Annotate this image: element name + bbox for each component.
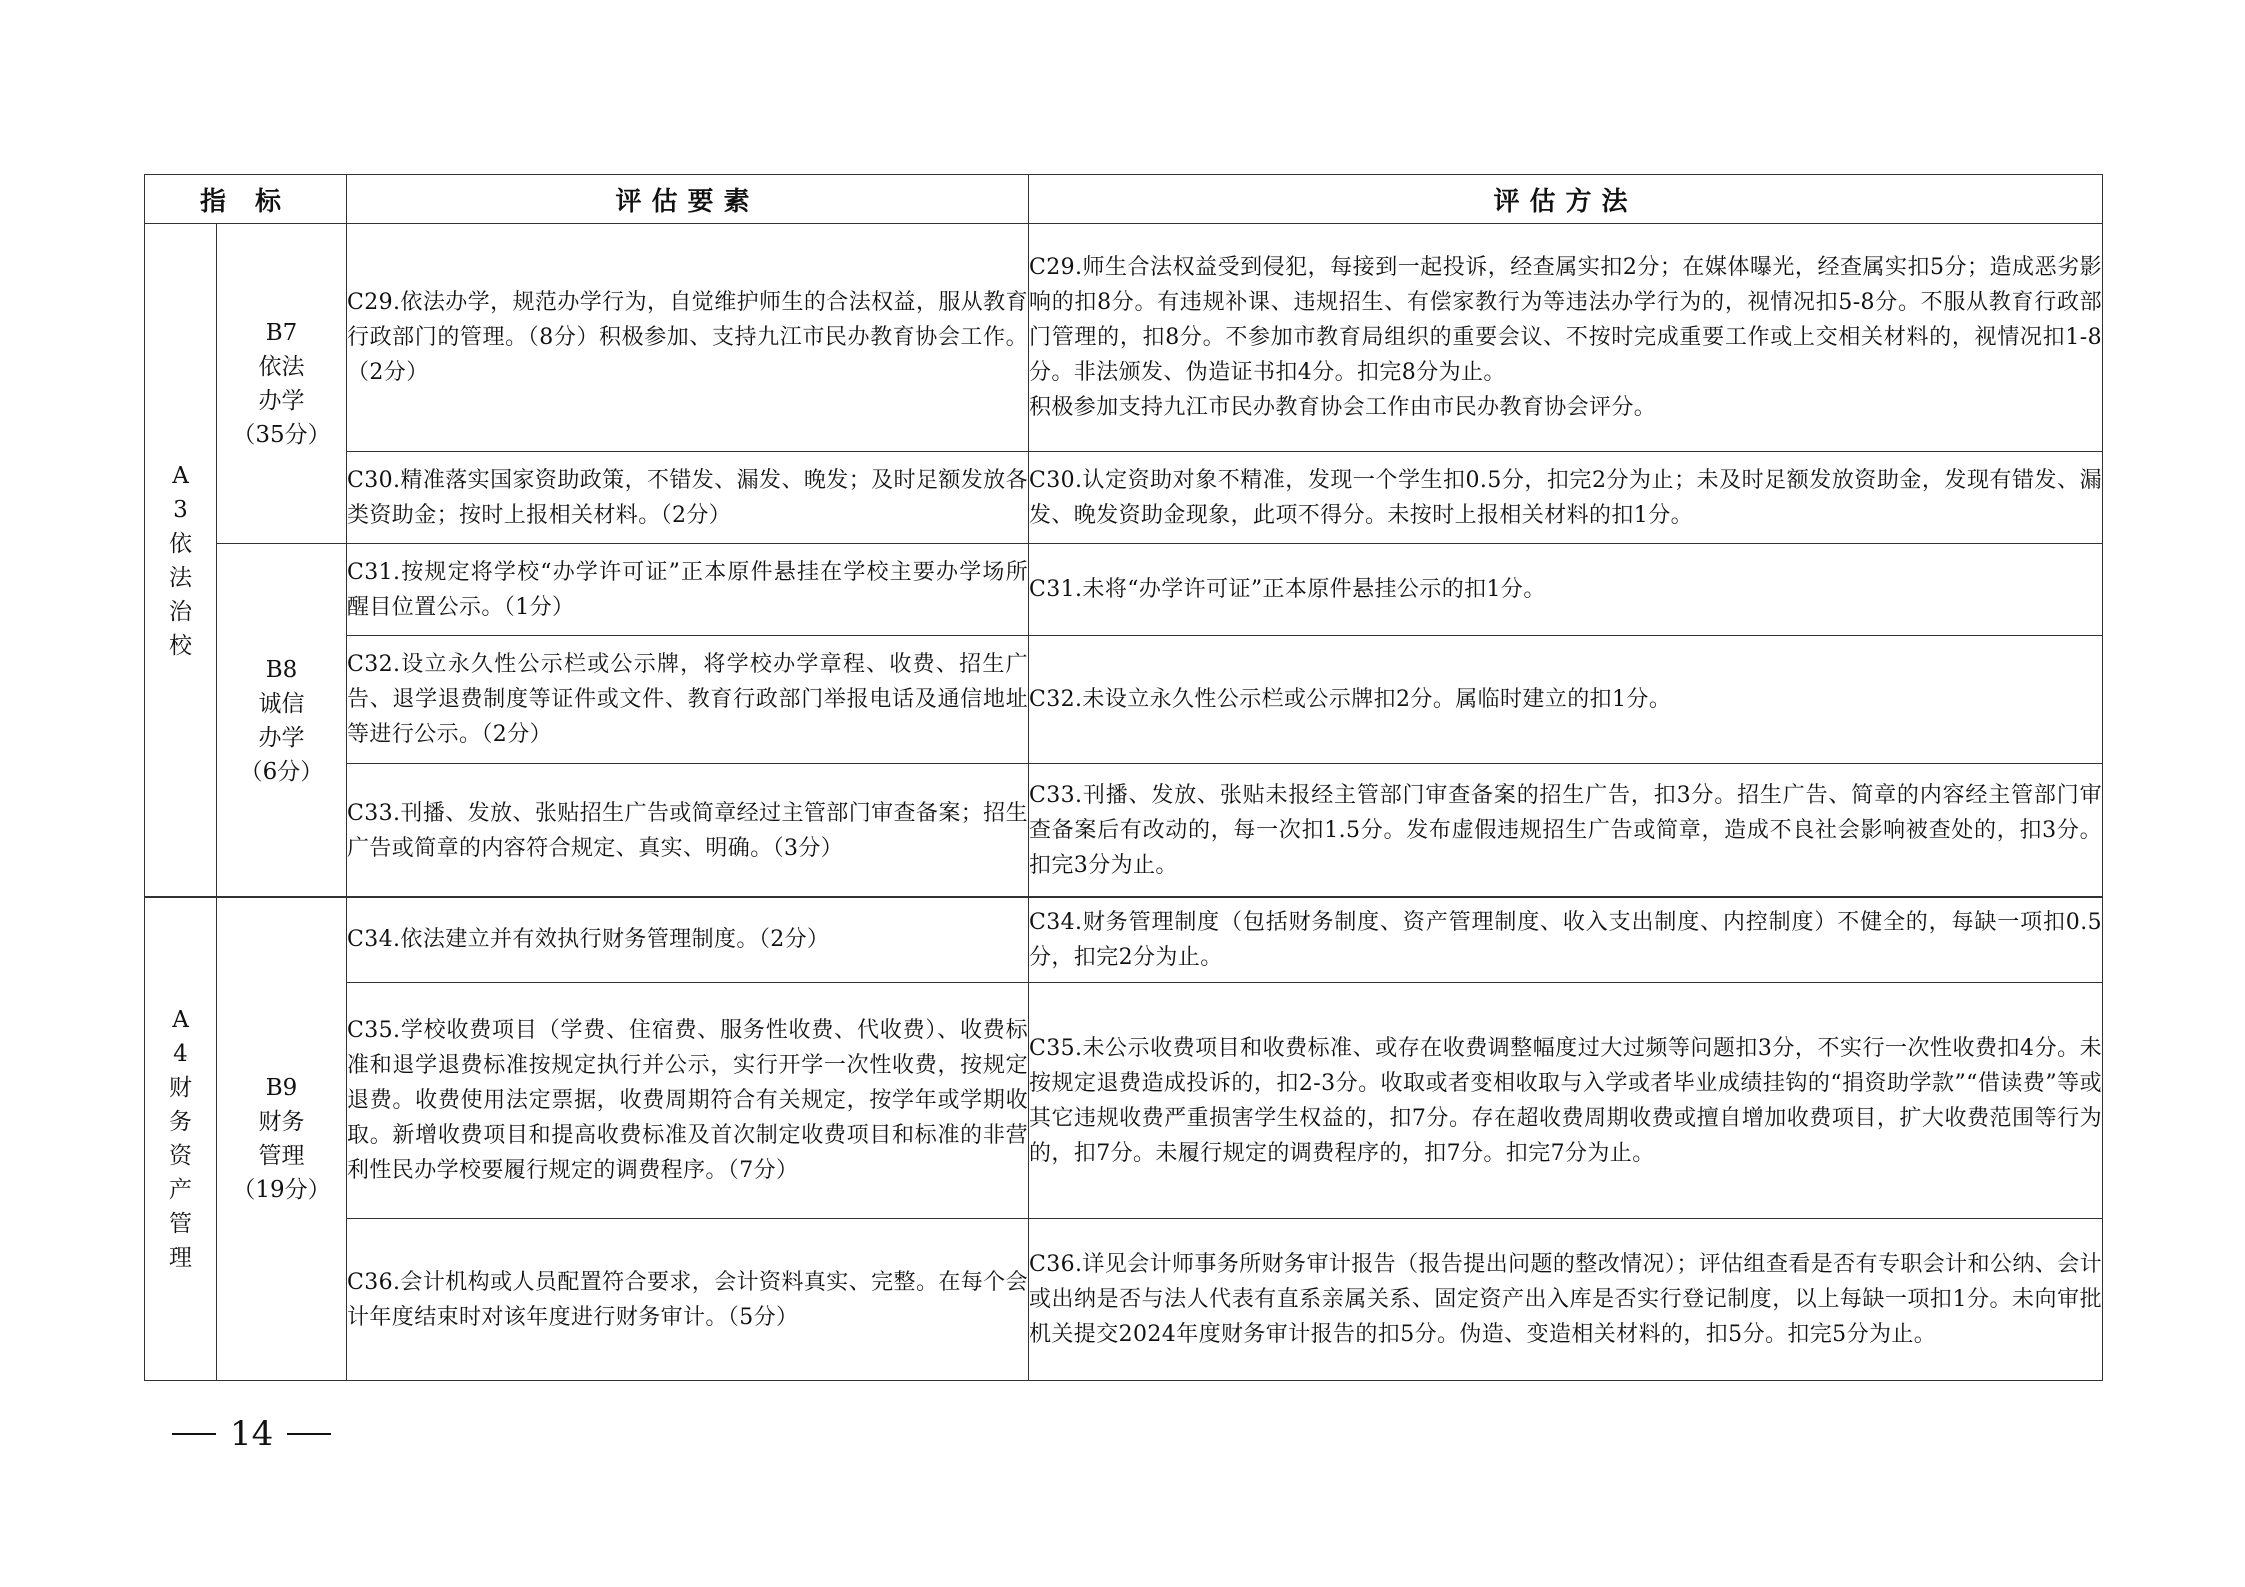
b8-code: B8 [265,656,298,683]
b9-name1: 财务 [258,1108,305,1135]
page-number: 14 [230,1414,274,1454]
b9-name2: 管理 [258,1142,305,1169]
c34-element: C34.依法建立并有效执行财务管理制度。（2分） [347,897,1029,983]
c33-element: C33.刊播、发放、张贴招生广告或简章经过主管部门审查备案；招生广告或简章的内容符合规定、真实、明确。（3分） [347,764,1029,898]
indicator-b9 [217,897,347,1381]
table-row [145,636,2103,764]
group-a4-cell [145,897,217,1381]
table-row [145,1219,2103,1381]
b7-name2: 办学 [258,387,305,414]
footer-dash-left [172,1433,216,1435]
b7-name1: 依法 [258,353,305,380]
c36-method: C36.详见会计师事务所财务审计报告（报告提出问题的整改情况）；评估组查看是否有专职会计和公纳、会计或出纳是否与法人代表有直系亲属关系、固定资产出入库是否实行登记制度，以上每缺一项扣1分。未向审批机关提交2024年度财务审计报告的扣5分。伪造、变造相关材料的，扣5分。扣完5分为止。 [1029,1219,2103,1381]
b9-code: B9 [265,1074,298,1101]
b9-score: （19分） [232,1176,331,1203]
c30-method: C30.认定资助对象不精准，发现一个学生扣0.5分，扣完2分为止；未及时足额发放资助金，发现有错发、漏发、晚发资助金现象，此项不得分。未按时上报相关材料的扣1分。 [1029,452,2103,544]
b8-name1: 诚信 [258,690,305,717]
c33-method: C33.刊播、发放、张贴未报经主管部门审查备案的招生广告，扣3分。招生广告、简章的内容经主管部门审查备案后有改动的，每一次扣1.5分。发布虚假违规招生广告或简章，造成不良社会影响被查处的，扣3分。扣完3分为止。 [1029,764,2103,898]
c34-method: C34.财务管理制度（包括财务制度、资产管理制度、收入支出制度、内控制度）不健全的，每缺一项扣0.5分，扣完2分为止。 [1029,897,2103,983]
c29-method: C29.师生合法权益受到侵犯，每接到一起投诉，经查属实扣2分；在媒体曝光，经查属实扣5分；造成恶劣影响的扣8分。有违规补课、违规招生、有偿家教行为等违法办学行为的，视情况扣5-8分。不服从教育行政部门管理的，扣8分。不参加市教育局组织的重要会议、不按时完成重要工作或上交相关材料的，视情况扣1-8分。非法颁发、伪造证书扣4分。扣完8分为止。 [1029,255,2102,385]
c30-element: C30.精准落实国家资助政策，不错发、漏发、晚发；及时足额发放各类资助金；按时上报相关材料。（2分） [347,452,1029,544]
b7-code: B7 [265,319,298,346]
table-row [145,764,2103,898]
table-header-row [145,175,2103,224]
group-a3-label: A3依法治校 [169,462,192,659]
table-row [145,452,2103,544]
table-row [145,983,2103,1219]
b7-score: （35分） [232,421,331,448]
indicator-b7 [217,224,347,544]
table-row [145,897,2103,983]
c29-method-extra: 积极参加支持九江市民办教育协会工作由市民办教育协会评分。 [1029,395,1657,420]
c29-method-cell [1029,224,2103,452]
indicator-b8 [217,544,347,898]
evaluation-table-a4 [144,896,2103,1381]
c31-method: C31.未将“办学许可证”正本原件悬挂公示的扣1分。 [1029,544,2103,636]
group-a4-label: A4财务资产管理 [169,1006,192,1271]
c32-element: C32.设立永久性公示栏或公示牌，将学校办学章程、收费、招生广告、退学退费制度等证件或文件、教育行政部门举报电话及通信地址等进行公示。（2分） [347,636,1029,764]
group-a3 [145,224,217,898]
header-method: 评估方法 [1029,175,2103,224]
b8-name2: 办学 [258,724,305,751]
c35-element: C35.学校收费项目（学费、住宿费、服务性收费、代收费）、收费标准和退学退费标准按规定执行并公示，实行开学一次性收费，按规定退费。收费使用法定票据，收费周期符合有关规定，按学年或学期收取。新增收费项目和提高收费标准及首次制定收费项目和标准的非营利性民办学校要履行规定的调费程序。（7分） [347,983,1029,1219]
c32-method: C32.未设立永久性公示栏或公示牌扣2分。属临时建立的扣1分。 [1029,636,2103,764]
header-elements: 评估要素 [347,175,1029,224]
table-row [145,544,2103,636]
c29-element: C29.依法办学，规范办学行为，自觉维护师生的合法权益，服从教育行政部门的管理。（8分）积极参加、支持九江市民办教育协会工作。（2分） [347,224,1029,452]
c35-method: C35.未公示收费项目和收费标准、或存在收费调整幅度过大过频等问题扣3分，不实行一次性收费扣4分。未按规定退费造成投诉的，扣2-3分。收取或者变相收取与入学或者毕业成绩挂钩的“捐资助学款”“借读费”等或其它违规收费严重损害学生权益的，扣7分。存在超收费周期收费或擅自增加收费项目，扩大收费范围等行为的，扣7分。未履行规定的调费程序的，扣7分。扣完7分为止。 [1029,983,2103,1219]
evaluation-table [144,174,2103,898]
header-indicator: 指 标 [145,175,347,224]
page-footer [172,1414,331,1454]
footer-dash-right [287,1433,331,1435]
table-row [145,224,2103,452]
b8-score: （6分） [239,758,324,785]
c36-element: C36.会计机构或人员配置符合要求，会计资料真实、完整。在每个会计年度结束时对该年度进行财务审计。（5分） [347,1219,1029,1381]
c31-element: C31.按规定将学校“办学许可证”正本原件悬挂在学校主要办学场所醒目位置公示。（1分） [347,544,1029,636]
